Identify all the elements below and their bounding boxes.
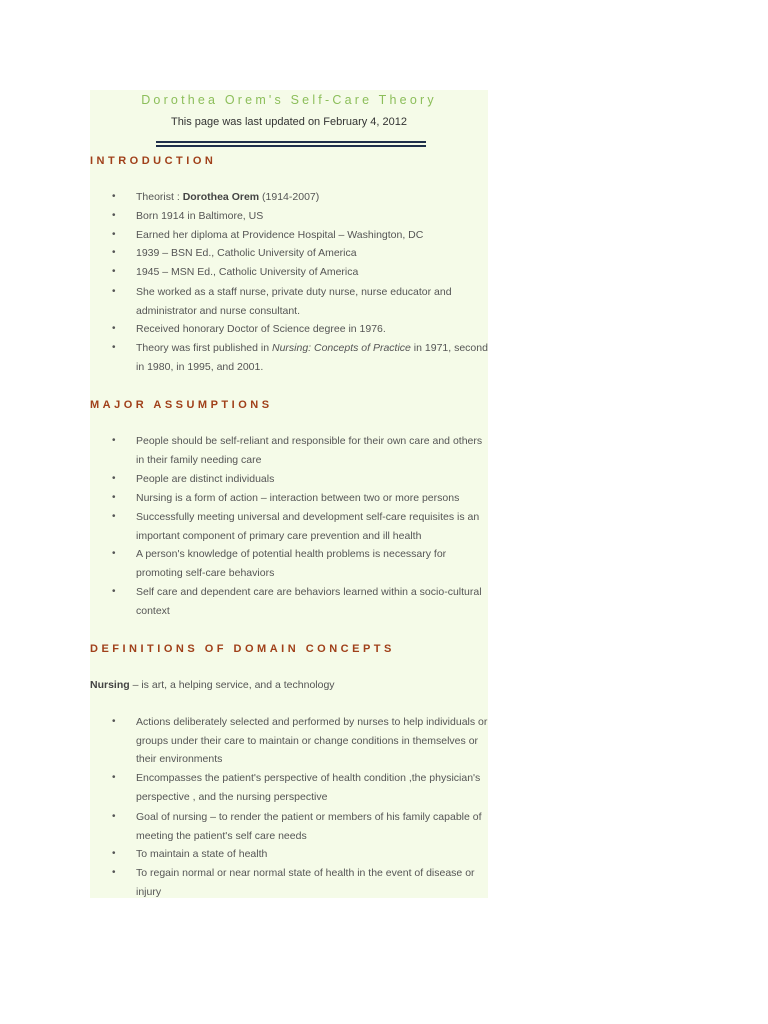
bullet: • [112,266,116,277]
page-title: Dorothea Orem's Self-Care Theory [141,93,437,107]
bullet: • [112,772,116,783]
bullet: • [112,473,116,484]
list-item: Encompasses the patient's perspective of health condition ,the physician's perspective , and the nursing perspective [136,772,481,803]
bullet: • [112,191,116,202]
list-item: Actions deliberately selected and performed by nurses to help individuals or groups under their care to maintain or change conditions in themselves or their environments [136,716,488,766]
bullet: • [112,848,116,859]
bullet: • [112,716,116,727]
bullet: • [112,811,116,822]
bullet: • [112,229,116,240]
bullet: • [112,435,116,446]
bullet: • [112,342,116,353]
section-heading-assumptions: MAJOR ASSUMPTIONS [90,399,273,411]
bullet: • [112,492,116,503]
list-item: 1939 – BSN Ed., Catholic University of America [136,247,357,259]
list-item: Goal of nursing – to render the patient or members of his family capable of meeting the patient's self care needs [136,811,482,842]
divider-line [156,145,426,147]
list-item: People should be self-reliant and responsible for their own care and others in their family needing care [136,435,483,466]
bullet: • [112,511,116,522]
list-item: Nursing is a form of action – interaction between two or more persons [136,492,460,504]
list-item: Born 1914 in Baltimore, US [136,210,264,222]
list-item: Received honorary Doctor of Science degree in 1976. [136,323,386,335]
list-item: 1945 – MSN Ed., Catholic University of America [136,266,359,278]
list-item: People are distinct individuals [136,473,275,485]
bullet: • [112,247,116,258]
section-heading-introduction: INTRODUCTION [90,155,217,167]
list-item: A person's knowledge of potential health problems is necessary for promoting self-care behaviors [136,548,447,579]
list-item: To maintain a state of health [136,848,268,860]
bullet: • [112,867,116,878]
list-item: Theory was first published in Nursing: Concepts of Practice in 1971, second in 1980, in 1995, and 2001. [136,342,488,373]
section-heading-definitions: DEFINITIONS OF DOMAIN CONCEPTS [90,643,395,655]
bullet: • [112,210,116,221]
bullet: • [112,586,116,597]
bullet: • [112,323,116,334]
list-item: She worked as a staff nurse, private duty nurse, nurse educator and administrator and nurse consultant. [136,286,452,317]
list-item: To regain normal or near normal state of health in the event of disease or injury [136,867,475,898]
last-updated: This page was last updated on February 4, 2012 [170,116,408,128]
list-item: Earned her diploma at Providence Hospital – Washington, DC [136,229,424,241]
bullet: • [112,286,116,297]
nursing-definition: Nursing – is art, a helping service, and a technology [90,679,335,691]
divider-line [156,141,426,143]
list-item: Self care and dependent care are behaviors learned within a socio-cultural context [136,586,482,617]
bullet: • [112,548,116,559]
list-item: Theorist : Dorothea Orem (1914-2007) [136,191,320,203]
list-item: Successfully meeting universal and development self-care requisites is an important component of primary care prevention and ill health [136,511,480,542]
